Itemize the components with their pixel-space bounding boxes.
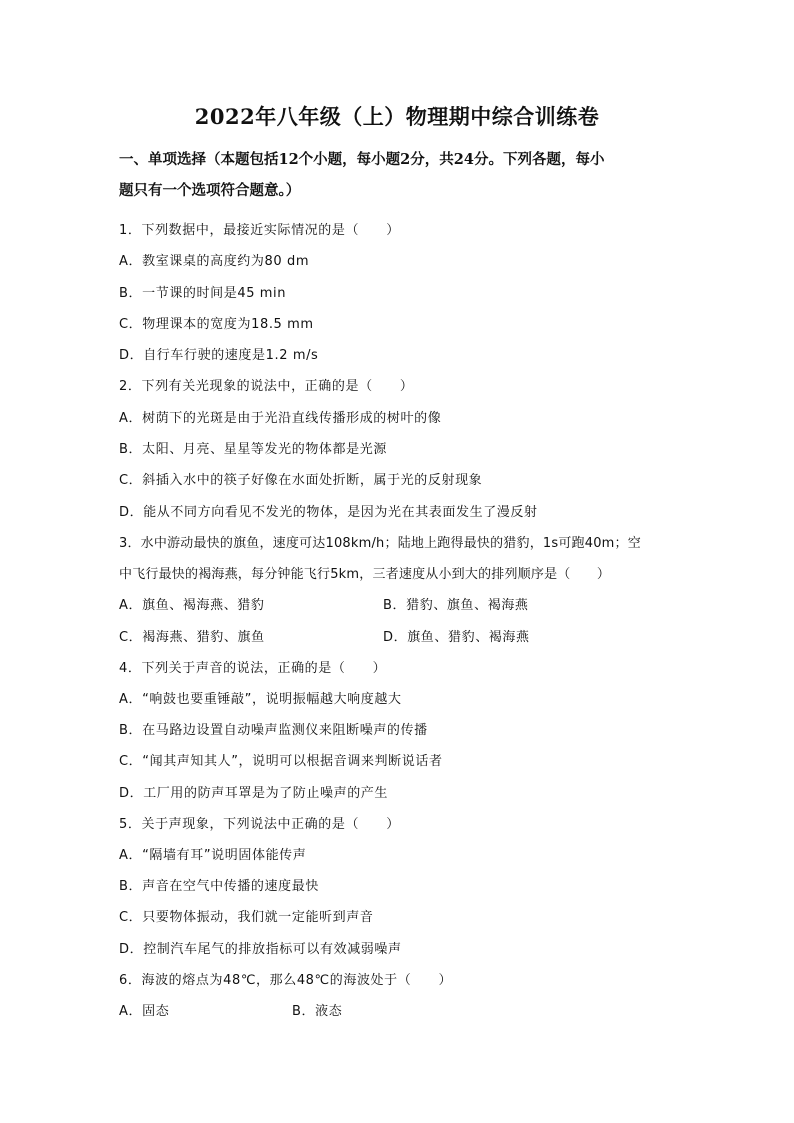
q2-option-b: B．太阳、月亮、星星等发光的物体都是光源 [119,442,387,457]
exam-title: 2022年八年级（上）物理期中综合训练卷 [194,104,600,129]
q6-option-b: B．液态 [292,1004,343,1019]
q5-stem: 5．关于声现象，下列说法中正确的是（ ） [119,817,400,832]
q3-stem-line-1: 3．水中游动最快的旗鱼，速度可达108km/h；陆地上跑得最快的猎豹，1s可跑40m；空 [119,536,641,551]
q3-option-c: C．褐海燕、猎豹、旗鱼 [119,630,265,645]
q4-option-d: D．工厂用的防声耳罩是为了防止噪声的产生 [119,786,389,801]
q2-option-d: D．能从不同方向看见不发光的物体，是因为光在其表面发生了漫反射 [119,505,538,520]
q1-option-a: A．教室课桌的高度约为80 dm [119,254,310,269]
q5-option-a: A．“隔墙有耳”说明固体能传声 [119,848,307,863]
q3-option-b: B．猎豹、旗鱼、褐海燕 [383,598,529,613]
section-heading-line-2: 题只有一个选项符合题意。） [119,182,301,199]
q4-option-c: C．“闻其声知其人”，说明可以根据音调来判断说话者 [119,754,443,769]
q1-option-d: D．自行车行驶的速度是1.2 m/s [119,348,319,363]
q1-stem: 1．下列数据中，最接近实际情况的是（ ） [119,223,400,238]
q3-option-d: D．旗鱼、猎豹、褐海燕 [383,630,530,645]
q4-option-a: A．“响鼓也要重锤敲”，说明振幅越大响度越大 [119,692,402,707]
q5-option-b: B．声音在空气中传播的速度最快 [119,879,319,894]
q3-stem-line-2: 中飞行最快的褐海燕，每分钟能飞行5km，三者速度从小到大的排列顺序是（ ） [119,567,611,582]
q4-stem: 4．下列关于声音的说法，正确的是（ ） [119,661,387,676]
section-heading-line-1: 一、单项选择（本题包括12个小题，每小题2分，共24分。下列各题，每小 [119,151,605,168]
q6-stem: 6．海波的熔点为48℃，那么48℃的海波处于（ ） [119,973,453,988]
q2-option-a: A．树荫下的光斑是由于光沿直线传播形成的树叶的像 [119,411,442,426]
q5-option-d: D．控制汽车尾气的排放指标可以有效减弱噪声 [119,942,402,957]
q6-option-a: A．固态 [119,1004,170,1019]
q5-option-c: C．只要物体振动，我们就一定能听到声音 [119,910,374,925]
q1-option-b: B．一节课的时间是45 min [119,286,287,301]
q2-stem: 2．下列有关光现象的说法中，正确的是（ ） [119,379,414,394]
q4-option-b: B．在马路边设置自动噪声监测仪来阻断噪声的传播 [119,723,428,738]
q1-option-c: C．物理课本的宽度为18.5 mm [119,317,314,332]
q2-option-c: C．斜插入水中的筷子好像在水面处折断，属于光的反射现象 [119,473,483,488]
q3-option-a: A．旗鱼、褐海燕、猎豹 [119,598,265,613]
